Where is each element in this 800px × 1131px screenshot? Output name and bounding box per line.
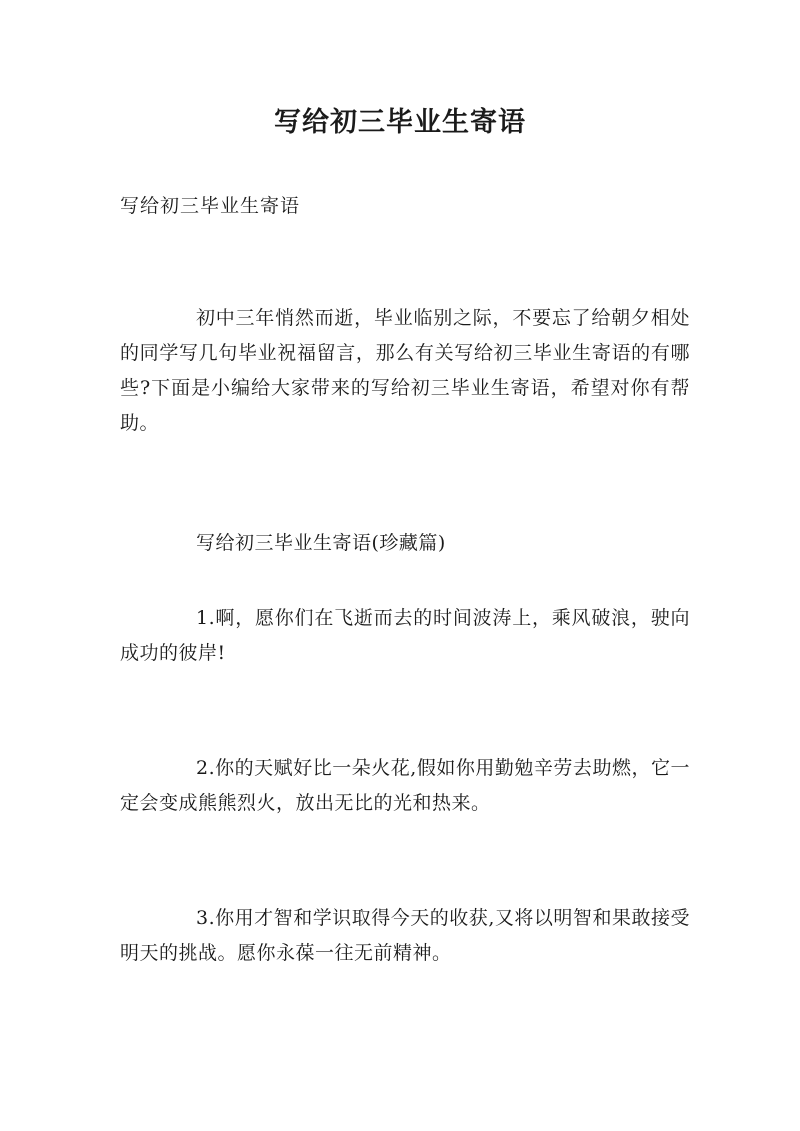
list-item: 1.啊，愿你们在飞逝而去的时间波涛上，乘风破浪，驶向成功的彼岸! — [120, 607, 690, 664]
list-item: 3.你用才智和学识取得今天的收获,又将以明智和果敢接受明天的挑战。愿你永葆一往无前精神。 — [120, 907, 690, 964]
list-item: 2.你的天赋好比一朵火花,假如你用勤勉辛劳去助燃，它一定会变成熊熊烈火，放出无比的光和热来。 — [120, 757, 690, 814]
intro-paragraph: 初中三年悄然而逝，毕业临别之际，不要忘了给朝夕相处的同学写几句毕业祝福留言，那么有关写给初三毕业生寄语的有哪些?下面是小编给大家带来的写给初三毕业生寄语，希望对你有帮助。 — [120, 307, 690, 434]
document-subtitle: 写给初三毕业生寄语 — [120, 195, 301, 217]
document-title: 写给初三毕业生寄语 — [274, 107, 526, 138]
section-heading: 写给初三毕业生寄语(珍藏篇) — [196, 532, 446, 554]
